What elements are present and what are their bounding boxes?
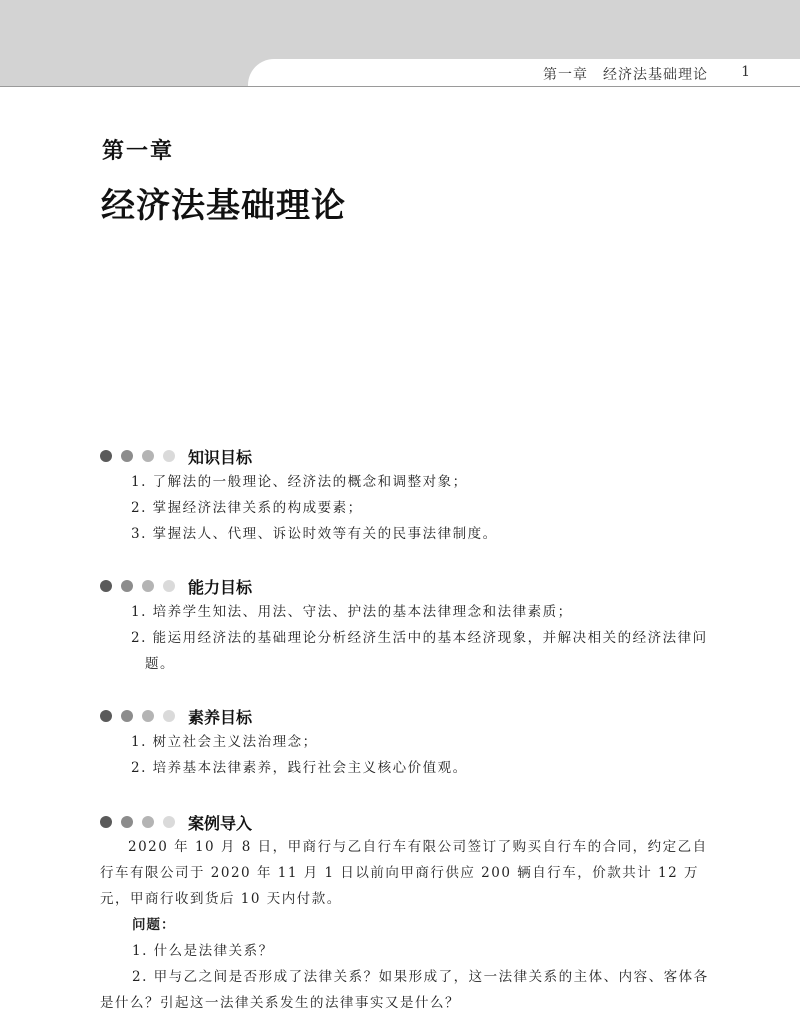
bullet-dot-icon [163,580,175,592]
header-tab [248,59,800,86]
list-item: 2. 培养基本法律素养，践行社会主义核心价值观。 [131,760,468,776]
bullet-dot-icon [163,816,175,828]
section-heading [100,444,720,468]
chapter-label: 第一章 [102,139,175,164]
list-item: 3. 掌握法人、代理、诉讼时效等有关的民事法律制度。 [131,526,498,542]
bullet-dot-icon [100,450,112,462]
bullet-dot-icon [163,710,175,722]
bullet-dot-icon [121,450,133,462]
page-number: 1 [741,64,750,80]
section-heading [100,704,720,728]
bullet-dot-icon [121,816,133,828]
knowledge-goals-section [100,444,720,547]
bullet-dot-icon [121,580,133,592]
list-item: 2. 能运用经济法的基础理论分析经济生活中的基本经济现象，并解决相关的经济法律问题。 [131,630,708,672]
header-divider [0,86,800,87]
bullet-dot-icon [142,450,154,462]
chapter-title: 经济法基础理论 [101,186,346,226]
list-item: 1. 了解法的一般理论、经济法的概念和调整对象； [131,474,468,490]
ability-goals-section [100,574,720,677]
section-heading [100,574,720,598]
bullet-dot-icon [163,450,175,462]
section-title: 知识目标 [188,447,253,467]
question-item: 2. 甲与乙之间是否形成了法律关系？如果形成了，这一法律关系的主体、内容、客体各是什么？引起这一法律关系发生的法律事实又是什么？ [100,969,709,1011]
list-item: 1. 培养学生知法、用法、守法、护法的基本法律理念和法律素质； [131,604,573,620]
quality-goals-section [100,704,720,781]
bullet-dot-icon [142,580,154,592]
question-item: 1. 什么是法律关系？ [132,943,274,959]
section-title: 案例导入 [188,813,253,833]
list-item: 1. 树立社会主义法治理念； [131,734,318,750]
case-intro-section [100,810,720,1016]
section-heading [100,810,720,834]
bullet-dot-icon [100,710,112,722]
bullet-dot-icon [142,710,154,722]
question-label: 问题： [132,917,176,933]
section-title: 素养目标 [188,707,253,727]
bullet-dot-icon [100,816,112,828]
section-title: 能力目标 [188,577,253,597]
bullet-dot-icon [100,580,112,592]
list-item: 2. 掌握经济法律关系的构成要素； [131,500,363,516]
running-title: 第一章 经济法基础理论 [543,67,708,83]
bullet-dot-icon [142,816,154,828]
case-text: 2020 年 10 月 8 日，甲商行与乙自行车有限公司签订了购买自行车的合同，约定乙自行车有限公司于 2020 年 11 月 1 日以前向甲商行供应 200 辆自行车，价款共计 12 万元，甲商行收到货后 10 天内付款。 [100,839,708,907]
bullet-dot-icon [121,710,133,722]
